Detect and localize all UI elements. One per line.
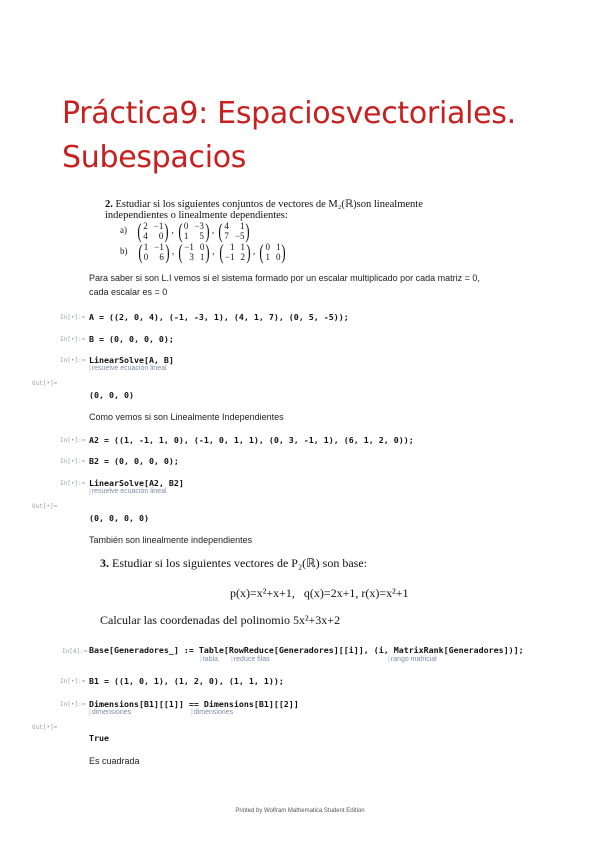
input-cell-base-definition[interactable]: Base[Generadores_] := Table[RowReduce[Generadores][[i]], (i, MatrixRank[Generadores])]; xyxy=(89,645,524,655)
output-label: Out[•]= xyxy=(32,724,58,731)
page-title-line1: Práctica9: Espaciosvectoriales. xyxy=(62,96,516,131)
problem2-statement xyxy=(105,198,423,221)
problem3-statement xyxy=(100,556,367,571)
autocomplete-hint-dimensions: | dimensiones xyxy=(89,709,131,716)
problem2-set-b: b) ( 1 −1 0 6 ) , ( −1 0 3 1 ) , ( 1 1 −1 2 ) , ( 0 1 1 0 ) xyxy=(120,240,287,264)
autocomplete-hint-dimensions: | dimensiones xyxy=(191,709,233,716)
problem3-polynomials: p(x)=x²+x+1, q(x)=2x+1, r(x)=x²+1 xyxy=(230,586,409,600)
comment-text: Como vemos si son Linealmente Independientes xyxy=(89,412,284,422)
input-cell-linearsolve2[interactable]: LinearSolve[A2, B2] xyxy=(89,478,184,488)
problem2-statement-line1: Estudiar si los siguientes conjuntos de vectores de M₂(ℝ)son linealmente xyxy=(115,199,423,210)
problem2-statement-line2: independientes o linealmente dependientes: xyxy=(105,210,288,221)
input-label: In[•]:= xyxy=(60,458,86,465)
input-cell-A2[interactable]: A2 = ((1, -1, 1, 0), (-1, 0, 1, 1), (0, 3, -1, 1), (6, 1, 2, 0)); xyxy=(89,435,414,445)
input-cell-linearsolve[interactable]: LinearSolve[A, B] xyxy=(89,355,174,365)
input-label: In[•]:= xyxy=(60,314,86,321)
matrix-b4: ( 0 1 1 0 ) xyxy=(259,240,287,264)
set-b-label: b) xyxy=(120,246,128,257)
autocomplete-hint: | resuelve ecuación lineal xyxy=(89,488,167,495)
output-cell: (0, 0, 0) xyxy=(89,390,134,400)
autocomplete-hint: | resuelve ecuación lineal xyxy=(89,365,167,372)
input-cell-dimensions[interactable]: Dimensions[B1][[1]] == Dimensions[B1][[2]] xyxy=(89,699,299,709)
explanation-line1: Para saber si son L.I vemos si el sistema formado por un escalar multiplicado por cada matriz = 0, xyxy=(89,273,480,283)
input-cell-B[interactable]: B = (0, 0, 0, 0); xyxy=(89,334,174,344)
autocomplete-hint-rowreduce: | reduce filas xyxy=(231,656,270,663)
comment-text: También son linealmente independientes xyxy=(89,535,253,545)
problem2-number: 2. xyxy=(105,199,113,210)
output-label: Out[•]= xyxy=(32,503,58,510)
matrix-b2: ( −1 0 3 1 ) xyxy=(178,240,211,264)
autocomplete-hint-table: | tabla xyxy=(200,656,218,663)
comment-text: Es cuadrada xyxy=(89,756,140,766)
input-label: In[•]:= xyxy=(60,357,86,364)
explanation-line2: cada escalar es = 0 xyxy=(89,287,168,297)
input-label: In[•]:= xyxy=(60,678,86,685)
output-cell: True xyxy=(89,733,109,743)
problem3-number: 3. xyxy=(100,556,109,570)
problem2-set-a: a) ( 2 −1 4 0 ) , ( 0 −3 1 5 ) , ( 4 1 7 −5 ) xyxy=(120,219,251,243)
input-label: In[•]:= xyxy=(60,336,86,343)
problem3-coordinates: Calcular las coordenadas del polinomio 5x²+3x+2 xyxy=(100,613,341,627)
matrix-b1: ( 1 −1 0 6 ) xyxy=(138,240,170,264)
matrix-a3: ( 4 1 7 −5 ) xyxy=(218,219,251,243)
matrix-a1: ( 2 −1 4 0 ) xyxy=(137,219,169,243)
problem3-statement-text: Estudiar si los siguientes vectores de P₂(ℝ) son base: xyxy=(112,556,367,570)
autocomplete-hint-matrixrank: | rango matricial xyxy=(388,656,437,663)
output-cell: (0, 0, 0, 0) xyxy=(89,513,149,523)
footer-printed-by: Printed by Wolfram Mathematica Student Edition xyxy=(235,808,365,814)
output-label: Out[•]= xyxy=(32,380,58,387)
input-label: In[•]:= xyxy=(60,701,86,708)
set-a-label: a) xyxy=(120,225,127,236)
input-label: In[•]:= xyxy=(60,437,86,444)
matrix-b3: ( 1 1 −1 2 ) xyxy=(219,240,251,264)
matrix-a2: ( 0 −3 1 5 ) xyxy=(178,219,210,243)
input-cell-B2[interactable]: B2 = (0, 0, 0, 0); xyxy=(89,456,179,466)
input-cell-A[interactable]: A = ((2, 0, 4), (-1, -3, 1), (4, 1, 7), (0, 5, -5)); xyxy=(89,312,349,322)
input-label: In[•]:= xyxy=(60,480,86,487)
input-cell-B1[interactable]: B1 = ((1, 0, 1), (1, 2, 0), (1, 1, 1)); xyxy=(89,676,284,686)
input-label: In[4]:= xyxy=(62,648,88,655)
page-title-line2: Subespacios xyxy=(62,140,247,175)
